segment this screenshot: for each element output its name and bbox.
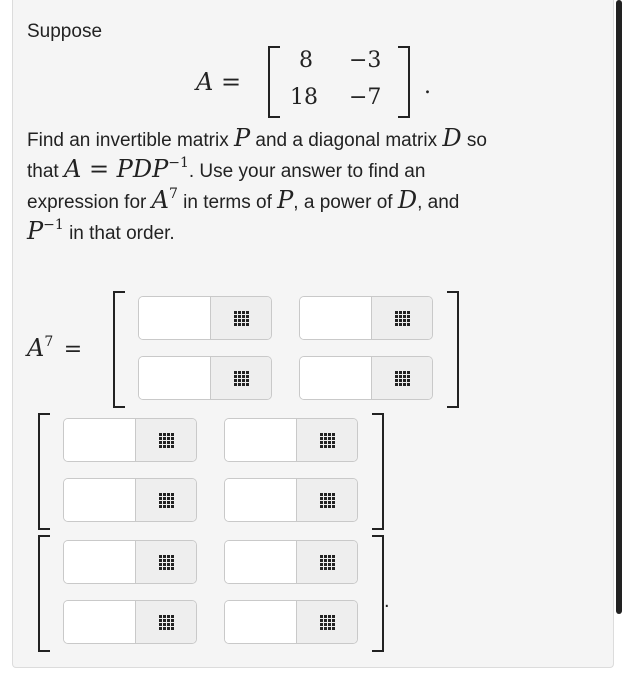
matrix-a-cell: 8	[299, 48, 313, 73]
matrix3-left-bracket	[38, 535, 50, 652]
m3-entry-2-1[interactable]	[63, 600, 197, 644]
grid-palette-icon	[395, 371, 410, 386]
answer-input[interactable]	[64, 419, 135, 461]
grid-palette-icon	[159, 493, 174, 508]
palette-button[interactable]	[210, 297, 272, 339]
grid-palette-icon	[395, 311, 410, 326]
instructions-paragraph: Find an invertible matrix P and a diagonal matrix D so that $A = PDP^{-1}$. Use your answer to find an expression for $A^7$ in terms of P, a power of D, and $P^{-1}$ in that order.	[27, 124, 487, 245]
answer-input[interactable]	[139, 297, 210, 339]
m1-entry-1-1[interactable]	[138, 296, 272, 340]
matrix1-left-bracket	[113, 291, 125, 408]
grid-palette-icon	[320, 615, 335, 630]
answer-input[interactable]	[139, 357, 210, 399]
palette-button[interactable]	[296, 601, 358, 643]
palette-button[interactable]	[135, 419, 197, 461]
palette-button[interactable]	[296, 419, 358, 461]
m2-entry-2-1[interactable]	[63, 478, 197, 522]
palette-button[interactable]	[371, 357, 433, 399]
matrix-a-period: .	[424, 74, 431, 99]
matrix2-left-bracket	[38, 413, 50, 530]
palette-button[interactable]	[135, 601, 197, 643]
scrollbar[interactable]	[616, 0, 622, 614]
grid-palette-icon	[159, 615, 174, 630]
m2-entry-1-2[interactable]	[224, 418, 358, 462]
m3-entry-1-1[interactable]	[63, 540, 197, 584]
m1-entry-1-2[interactable]	[299, 296, 433, 340]
answer-input[interactable]	[225, 601, 296, 643]
matrix1-right-bracket	[447, 291, 459, 408]
m3-entry-1-2[interactable]	[224, 540, 358, 584]
grid-palette-icon	[159, 433, 174, 448]
m1-entry-2-1[interactable]	[138, 356, 272, 400]
m2-entry-1-1[interactable]	[63, 418, 197, 462]
final-period: .	[384, 590, 390, 612]
grid-palette-icon	[320, 555, 335, 570]
matrix-a-cell: 18	[290, 85, 318, 110]
grid-palette-icon	[234, 371, 249, 386]
grid-palette-icon	[320, 433, 335, 448]
palette-button[interactable]	[371, 297, 433, 339]
palette-button[interactable]	[210, 357, 272, 399]
matrix2-right-bracket	[372, 413, 384, 530]
answer-input[interactable]	[300, 297, 371, 339]
matrix-a-lhs: A =	[196, 68, 242, 96]
palette-button[interactable]	[135, 479, 197, 521]
answer-input[interactable]	[300, 357, 371, 399]
m2-entry-2-2[interactable]	[224, 478, 358, 522]
answer-input[interactable]	[225, 419, 296, 461]
answer-input[interactable]	[225, 479, 296, 521]
palette-button[interactable]	[135, 541, 197, 583]
palette-button[interactable]	[296, 479, 358, 521]
answer-input[interactable]	[225, 541, 296, 583]
matrix3-right-bracket	[372, 535, 384, 652]
grid-palette-icon	[320, 493, 335, 508]
m1-entry-2-2[interactable]	[299, 356, 433, 400]
matrix-a-cell: −3	[349, 48, 382, 73]
matrix-a-cell: −7	[349, 85, 382, 110]
m3-entry-2-2[interactable]	[224, 600, 358, 644]
answer-input[interactable]	[64, 479, 135, 521]
answer-input[interactable]	[64, 541, 135, 583]
matrix-a-right-bracket	[398, 46, 410, 118]
intro-text: Suppose	[27, 21, 103, 42]
answer-lhs: $A^7$ =	[27, 334, 83, 362]
matrix-a-left-bracket	[268, 46, 280, 118]
palette-button[interactable]	[296, 541, 358, 583]
grid-palette-icon	[234, 311, 249, 326]
grid-palette-icon	[159, 555, 174, 570]
answer-input[interactable]	[64, 601, 135, 643]
